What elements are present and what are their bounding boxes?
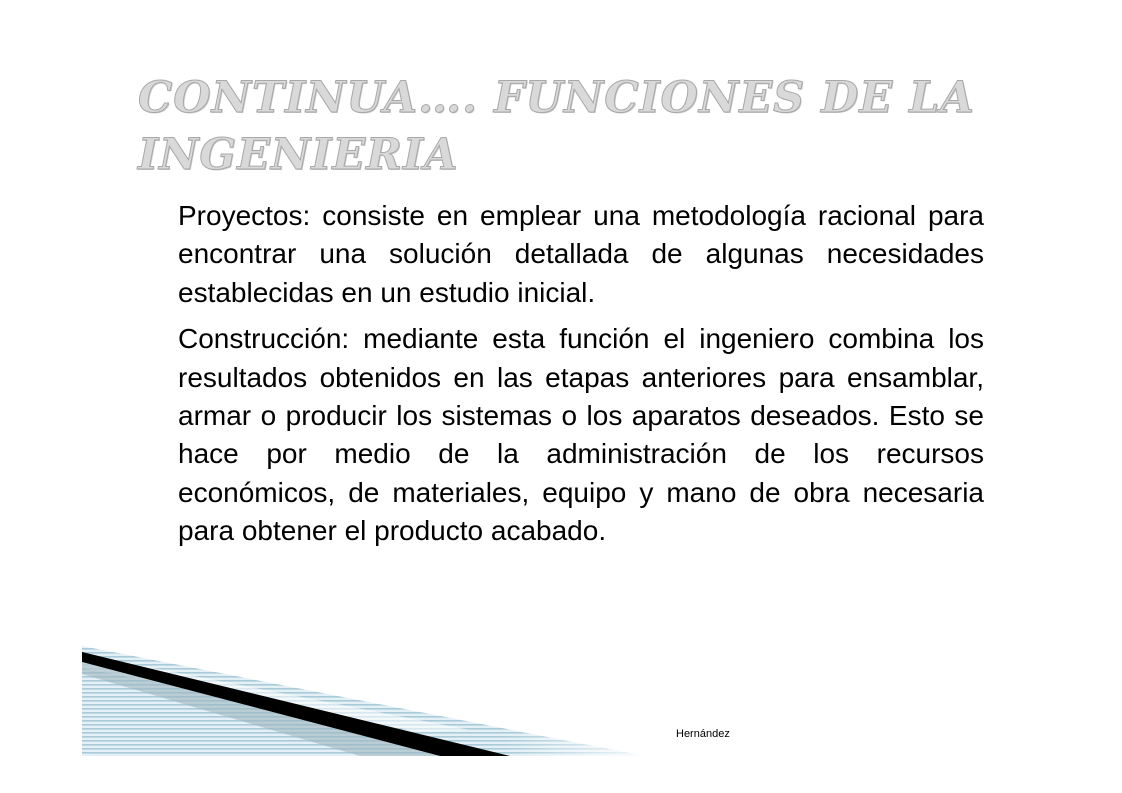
- paragraph-proyectos: Proyectos: consiste en emplear una metodología racional para encontrar una solución detallada de algunas necesidades establecidas en un estudio inicial.: [178, 200, 984, 308]
- footer-author: Hernández: [676, 728, 730, 740]
- decorative-stripes: [0, 640, 700, 765]
- paragraph-construccion: Construcción: mediante esta función el ingeniero combina los resultados obtenidos en las etapas anteriores para ensamblar, armar o producir los sistemas o los aparatos deseados. Esto se hace por medio de la administración de los recursos económicos, de materiales, equipo y mano de obra necesaria para obtener el producto acabado.: [178, 323, 984, 547]
- slide-body: [178, 197, 984, 559]
- slide-title: CONTINUA…. FUNCIONES DE LA INGENIERIA: [138, 73, 975, 180]
